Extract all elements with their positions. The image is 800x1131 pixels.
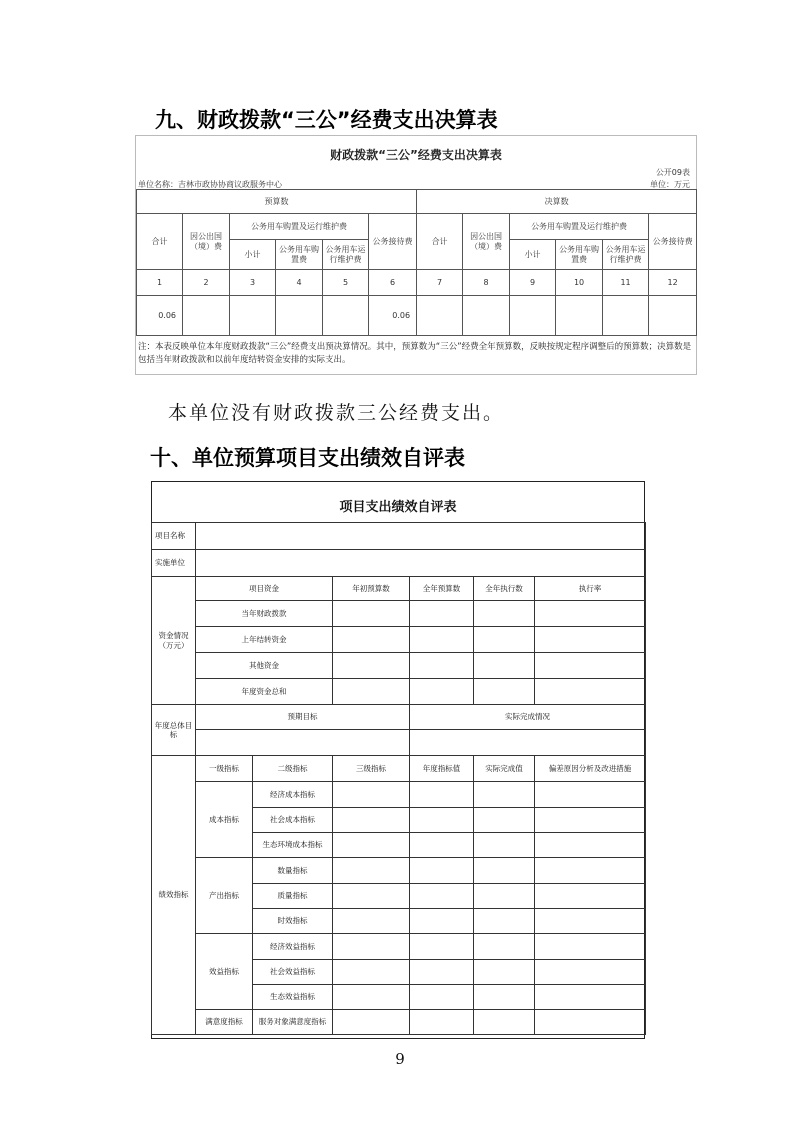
perf-header: 实际完成值 <box>474 756 535 782</box>
section10-heading: 十、单位预算项目支出绩效自评表 <box>150 446 465 470</box>
data-cell <box>183 296 230 336</box>
data-cell <box>276 296 323 336</box>
data-cell <box>463 296 510 336</box>
data-cell <box>510 296 556 336</box>
data-cell <box>603 296 649 336</box>
col-number: 10 <box>556 270 603 296</box>
implementing-unit-value <box>196 550 646 577</box>
data-cell: 0.06 <box>369 296 417 336</box>
col-reception: 公务接待费 <box>369 214 417 270</box>
indicator-item: 数量指标 <box>253 858 333 884</box>
final-group-header: 决算数 <box>417 190 697 214</box>
col-number: 9 <box>510 270 556 296</box>
actual-completion-header: 实际完成情况 <box>410 705 646 730</box>
indicator-item: 服务对象满意度指标 <box>253 1010 333 1035</box>
data-cell: 0.06 <box>137 296 183 336</box>
table2-grid <box>151 522 646 1035</box>
funds-header: 项目资金 <box>196 577 333 601</box>
indicator-item: 经济效益指标 <box>253 934 333 960</box>
section9-heading: 九、财政拨款“三公”经费支出决算表 <box>155 108 498 132</box>
indicator-item: 生态效益指标 <box>253 985 333 1010</box>
funds-row-label: 当年财政拨款 <box>196 601 333 627</box>
project-name-label: 项目名称 <box>152 523 196 550</box>
data-cell <box>417 296 463 336</box>
col-number: 8 <box>463 270 510 296</box>
funds-row-label: 上年结转资金 <box>196 627 333 653</box>
indicator-item: 生态环境成本指标 <box>253 833 333 858</box>
col-vehicle-purchase: 公务用车购置费 <box>276 240 323 270</box>
perf-header: 三级指标 <box>333 756 410 782</box>
col-vehicle-group: 公务用车购置及运行维护费 <box>510 214 649 240</box>
col-vehicle-run: 公务用车运行维护费 <box>603 240 649 270</box>
satisfaction-indicator: 满意度指标 <box>196 1010 253 1035</box>
col-number: 2 <box>183 270 230 296</box>
perf-header: 年度指标值 <box>410 756 474 782</box>
table1-title: 财政拨款“三公”经费支出决算表 <box>330 148 502 162</box>
table1-note: 注：本表反映单位本年度财政拨款“三公”经费支出预决算情况。其中，预算数为“三公”经费全年预算数，反映按规定程序调整后的预算数；决算数是包括当年财政拨款和以前年度结转资金安排的实际支出。 <box>138 342 692 365</box>
perf-header: 一级指标 <box>196 756 253 782</box>
table2-title: 项目支出绩效自评表 <box>339 500 457 515</box>
indicator-item: 经济成本指标 <box>253 782 333 808</box>
performance-self-evaluation-table <box>151 481 645 1039</box>
data-cell <box>230 296 276 336</box>
col-number: 6 <box>369 270 417 296</box>
indicator-item: 时效指标 <box>253 909 333 934</box>
col-number: 1 <box>137 270 183 296</box>
col-abroad: 因公出国（境）费 <box>183 214 230 270</box>
form-code: 公开09表 <box>655 168 690 177</box>
col-abroad: 因公出国（境）费 <box>463 214 510 270</box>
implementing-unit-label: 实施单位 <box>152 550 196 577</box>
col-total: 合计 <box>417 214 463 270</box>
data-cell <box>323 296 369 336</box>
page-number: 9 <box>395 1050 405 1068</box>
col-subtotal: 小计 <box>510 240 556 270</box>
col-subtotal: 小计 <box>230 240 276 270</box>
unit-name: 单位名称：吉林市政协协商议政服务中心 <box>138 180 282 189</box>
funds-row-label: 年度资金总和 <box>196 679 333 705</box>
perf-header: 二级指标 <box>253 756 333 782</box>
no-expense-paragraph: 本单位没有财政拨款三公经费支出。 <box>168 402 505 424</box>
col-vehicle-purchase: 公务用车购置费 <box>556 240 603 270</box>
perf-label: 绩效指标 <box>152 756 196 1035</box>
col-number: 4 <box>276 270 323 296</box>
data-cell <box>556 296 603 336</box>
goal-label: 年度总体目标 <box>152 705 196 756</box>
cost-indicator: 成本指标 <box>196 782 253 858</box>
table1-grid <box>136 189 697 336</box>
funds-header: 年初预算数 <box>333 577 410 601</box>
budget-group-header: 预算数 <box>137 190 417 214</box>
data-cell <box>649 296 697 336</box>
funds-row-label: 其他资金 <box>196 653 333 679</box>
col-number: 5 <box>323 270 369 296</box>
col-vehicle-run: 公务用车运行维护费 <box>323 240 369 270</box>
col-number: 12 <box>649 270 697 296</box>
col-number: 7 <box>417 270 463 296</box>
funds-header: 全年预算数 <box>410 577 474 601</box>
output-indicator: 产出指标 <box>196 858 253 934</box>
three-public-expense-table <box>135 135 697 375</box>
funds-header: 执行率 <box>535 577 646 601</box>
indicator-item: 质量指标 <box>253 884 333 909</box>
indicator-item: 社会成本指标 <box>253 808 333 833</box>
col-reception: 公务接待费 <box>649 214 697 270</box>
indicator-item: 社会效益指标 <box>253 960 333 985</box>
benefit-indicator: 效益指标 <box>196 934 253 1010</box>
col-total: 合计 <box>137 214 183 270</box>
col-number: 3 <box>230 270 276 296</box>
funds-header: 全年执行数 <box>474 577 535 601</box>
col-number: 11 <box>603 270 649 296</box>
perf-header: 偏差原因分析及改进措施 <box>535 756 646 782</box>
project-name-value <box>196 523 646 550</box>
expected-goal-header: 预期目标 <box>196 705 410 730</box>
funds-label: 资金情况（万元） <box>152 577 196 705</box>
col-vehicle-group: 公务用车购置及运行维护费 <box>230 214 369 240</box>
money-unit: 单位：万元 <box>650 180 690 189</box>
